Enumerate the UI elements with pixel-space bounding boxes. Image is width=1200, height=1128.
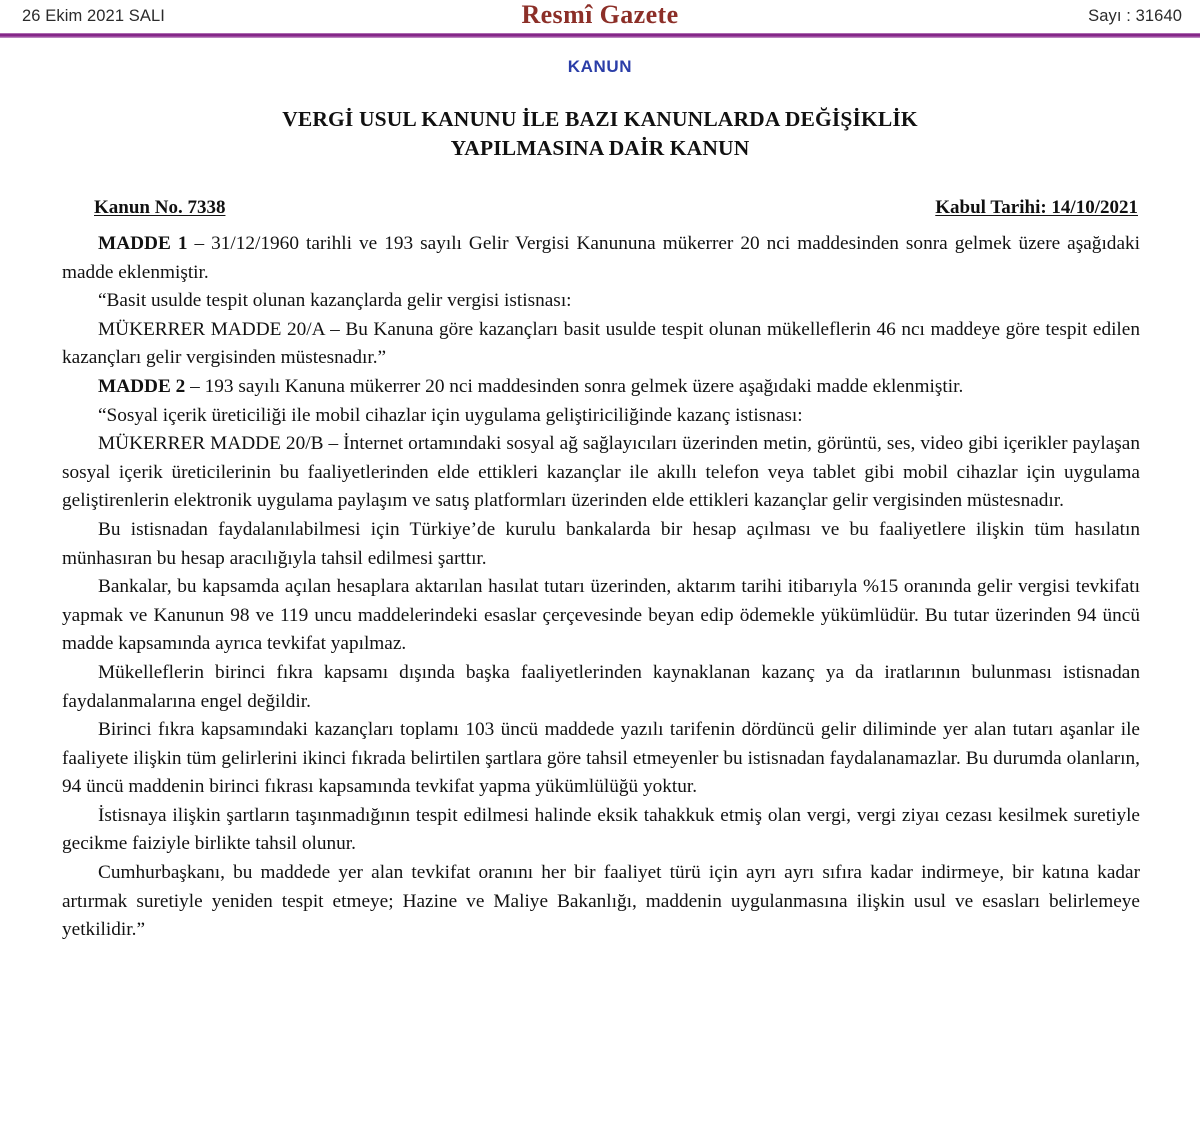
- paragraph-text: MÜKERRER MADDE 20/B – İnternet ortamındaki sosyal ağ sağlayıcıları üzerinden metin, görüntü, ses, video gibi içerikler paylaşan sosyal içerik üreticilerinin bu faaliyetlerinden elde ettikleri kazançlar ile akıllı telefon veya tablet gibi mobil cihazlar için uygulama geliştirenlerin elektronik uygulama paylaşım ve satış platformları üzerinden elde ettikleri kazançlar gelir vergisinden müstesnadır.: [62, 433, 1140, 512]
- masthead-title: Resmî Gazete: [521, 0, 679, 29]
- law-paragraph: [62, 373, 1140, 402]
- law-number: Kanun No. 7338: [94, 197, 226, 218]
- paragraph-text: “Basit usulde tespit olunan kazançlarda gelir vergisi istisnası:: [98, 290, 572, 312]
- law-title: [170, 105, 1030, 163]
- paragraph-text: Mükelleflerin birinci fıkra kapsamı dışında başka faaliyetlerinden kaynaklanan kazanç ya da iratlarının bulunması istisnadan faydalanmalarına engel değildir.: [62, 661, 1140, 712]
- law-paragraph: [62, 659, 1140, 716]
- law-paragraph: [62, 316, 1140, 373]
- law-paragraph: [62, 716, 1140, 802]
- paragraph-text: Bu istisnadan faydalanılabilmesi için Türkiye’de kurulu bankalarda bir hesap açılması ve bu faaliyetlere ilişkin tüm hasılatın münhasıran bu hesap aracılığıyla tahsil edilmesi şarttır.: [62, 518, 1140, 569]
- law-paragraph: [62, 287, 1140, 316]
- law-title-line-1: VERGİ USUL KANUNU İLE BAZI KANUNLARDA DEĞİŞİKLİK: [282, 107, 918, 131]
- paragraph-text: Bankalar, bu kapsamda açılan hesaplara aktarılan hasılat tutarı üzerinden, aktarım tarihi itibarıyla %15 oranında gelir vergisi tevkifatı yapmak ve Kanunun 98 ve 119 uncu maddelerindeki esaslar çerçevesinde beyan edip ödemekle yükümlüdür. Bu tutar üzerinden 94 üncü madde kapsamında ayrıca tevkifat yapılmaz.: [62, 576, 1140, 655]
- paragraph-text: – 31/12/1960 tarihli ve 193 sayılı Gelir Vergisi Kanununa mükerrer 20 nci maddesinden sonra gelmek üzere aşağıdaki madde eklenmiştir.: [62, 233, 1140, 283]
- paragraph-text: Cumhurbaşkanı, bu maddede yer alan tevkifat oranını her bir faaliyet türü için ayrı ayrı sıfıra kadar indirmeye, bir katına kadar artırmak suretiyle yeniden tespit etmeye; Hazine ve Maliye Bakanlığı, maddenin uygulanmasına ilişkin usul ve esasları belirlemeye yetkilidir.”: [62, 862, 1140, 941]
- section-label-kanun: KANUN: [567, 57, 633, 76]
- law-body-text: [62, 230, 1140, 945]
- paragraph-text: – 193 sayılı Kanuna mükerrer 20 nci maddesinden sonra gelmek üzere aşağıdaki madde eklenmiştir.: [185, 375, 964, 397]
- masthead: [0, 0, 1200, 33]
- law-paragraph: [62, 802, 1140, 859]
- law-paragraph: [62, 859, 1140, 945]
- law-paragraph: [62, 516, 1140, 573]
- masthead-issue-number: Sayı : 31640: [1088, 7, 1182, 25]
- masthead-date: 26 Ekim 2021 SALI: [22, 7, 165, 25]
- paragraph-text: “Sosyal içerik üreticiliği ile mobil cihazlar için uygulama geliştiriciliğinde kazanç istisnası:: [98, 404, 803, 426]
- masthead-divider-rule: [0, 33, 1200, 38]
- paragraph-text: İstisnaya ilişkin şartların taşınmadığının tespit edilmesi halinde eksik tahakkuk etmiş olan vergi, vergi ziyaı cezası kesilmek suretiyle gecikme faiziyle birlikte tahsil olunur.: [62, 804, 1140, 855]
- law-paragraph: [62, 402, 1140, 431]
- law-paragraph: [62, 573, 1140, 659]
- law-paragraph: [62, 230, 1140, 287]
- law-acceptance-date: Kabul Tarihi: 14/10/2021: [935, 197, 1138, 218]
- law-title-line-2: YAPILMASINA DAİR KANUN: [450, 136, 750, 160]
- law-paragraph: [62, 430, 1140, 516]
- paragraph-text: Birinci fıkra kapsamındaki kazançları toplamı 103 üncü maddede yazılı tarifenin dördüncü gelir diliminde yer alan tutarı aşanlar ile faaliyete ilişkin tüm gelirlerini ikinci fıkrada belirtilen şartlara göre tahsil etmeyenler bu istisnadan faydalanamazlar. Bu durumda olanların, 94 üncü maddenin birinci fıkrası kapsamında tevkifat yapma yükümlülüğü yoktur.: [62, 719, 1140, 798]
- law-meta-row: [94, 197, 1138, 219]
- paragraph-text: MÜKERRER MADDE 20/A – Bu Kanuna göre kazançları basit usulde tespit olunan mükelleflerin 46 ncı maddeye göre tespit edilen kazançları gelir vergisinden müstesnadır.”: [62, 318, 1140, 369]
- paragraph-lead-label: MADDE 1: [98, 233, 188, 254]
- paragraph-lead-label: MADDE 2: [98, 375, 186, 397]
